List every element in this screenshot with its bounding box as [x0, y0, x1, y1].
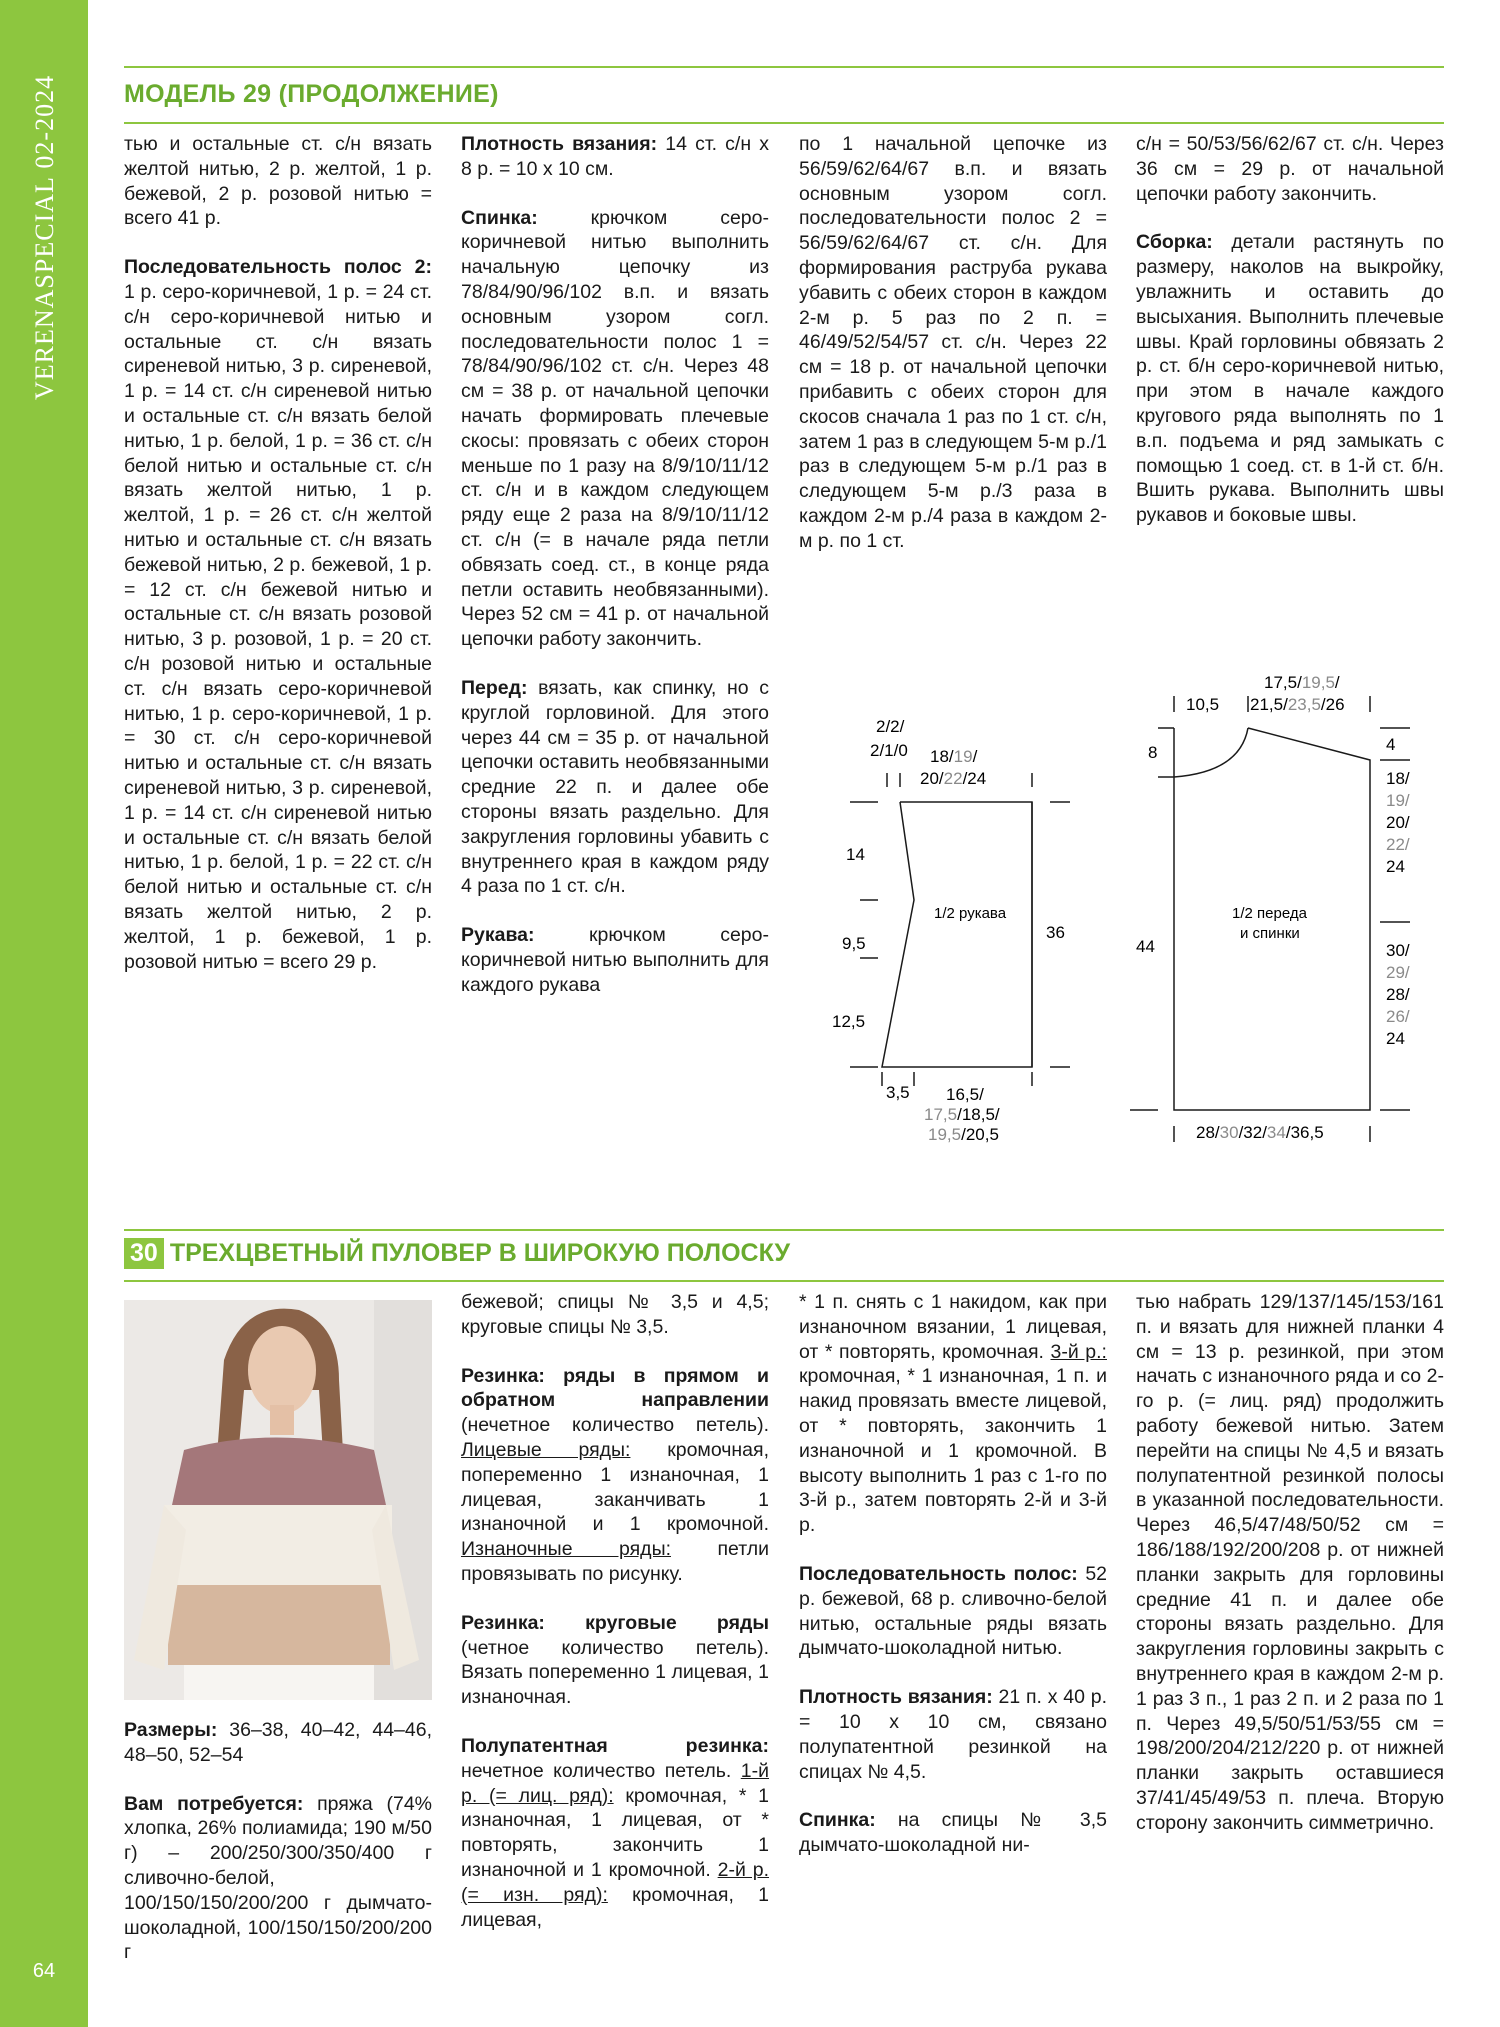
page-number: 64 [32, 1960, 56, 1982]
rib-round-paragraph: Резинка: круговые ряды (четное количество петель). Вязать попеременно 1 лицевая, 1 изнаночная. [461, 1611, 769, 1709]
half-fisherman-continued: * 1 п. снять с 1 накидом, как при изнаночном вязании, 1 лицевая, от * повторять, кромочная. 3-й р.: кромочная, * 1 изнаночная, 1 п. и накид провязать вместе лицевой, от * повторять, закончить 1 изнаночной и 1 кромочной. В высоту выполнить 1 раз с 1-го по 3-й р., затем повторять 2-й и 3-й р. [799, 1291, 1107, 1537]
body-schematic [1100, 660, 1440, 1160]
sleeve-left-bottom: 12,5 [832, 1012, 866, 1031]
side-size-2: 29/ [1386, 963, 1410, 982]
sleeve-bottom-b: 17,5/18,5/ [924, 1105, 1000, 1124]
sleeve-top-width-a: 18/19/ [930, 747, 978, 766]
model-photo [124, 1300, 432, 1700]
neckline-curve [1174, 728, 1248, 777]
sleeve-left-top: 14 [846, 845, 865, 864]
sleeves-paragraph: Рукава: крючком серо-коричневой нитью выполнить для каждого рукава [461, 924, 769, 996]
body-shoulder-drop: 4 [1386, 735, 1396, 754]
back-paragraph-2: Спинка: на спицы № 3,5 дымчато-шоколадной ни- [799, 1809, 1107, 1857]
section2-heading-rule [124, 1280, 1444, 1282]
stripe-sequence-paragraph: Последовательность полос: 52 р. бежевой, 68 р. сливочно-белой нитью, остальные ряды вязать дымчато-шоколадной нитью. [799, 1562, 1108, 1660]
back-continued: тью набрать 129/137/145/153/161 п. и вязать для нижней планки 4 см = 13 р. резинкой, при этом начать с изнаночного ряда и со 2-го р. (= лиц. ряд) продолжить работу бежевой нитью. Затем перейти на спицы № 4,5 и вязать полупатентной резинкой полосы в указанной последовательности. Через 46,5/47/48/50/52 см = 186/188/192/200/208 р. от нижней планки закрыть для горловины средние 41 п. и далее обе стороны вязать раздельно. Для закругления горловины закрыть с внутреннего края в каждом 2-м р. 1 раз 3 п., 1 раз 2 п. и 2 раза по 1 п. Через 49,5/50/51/53/55 см = 198/200/204/212/220 р. от нижней планки закрыть оставшиеся 37/41/45/49/53 п. плеча. Вторую сторону закончить симметрично. [1136, 1291, 1444, 1834]
body-shoulder-b: 21,5/23,5/26 [1250, 695, 1345, 714]
gauge-paragraph-2: Плотность вязания: 21 п. х 40 р. = 10 х 10 см, связано полупатентной резинкой на спицах № 4,5. [799, 1686, 1107, 1783]
sleeve-left-mid: 9,5 [842, 934, 866, 953]
magazine-sidebar [0, 0, 88, 2027]
side-size-3: 28/ [1386, 985, 1410, 1004]
sleeve-label: 1/2 рукава [934, 905, 1007, 922]
body-shoulder-a: 17,5/19,5/ [1264, 673, 1340, 692]
sweater-illustration [124, 1300, 432, 1700]
sleeve-bottom-left: 3,5 [886, 1083, 910, 1102]
model-number: 30 [124, 1238, 164, 1269]
armhole-size-3: 20/ [1386, 813, 1410, 832]
armhole-size-2: 19/ [1386, 791, 1410, 810]
body-bottom-width: 28/30/32/34/36,5 [1196, 1123, 1324, 1142]
side-size-5: 24 [1386, 1029, 1405, 1048]
armhole-size-4: 22/ [1386, 835, 1410, 854]
sleeves-continued: по 1 начальной цепочке из 56/59/62/64/67 в.п. и вязать основным узором согл. последовательности полос 2 = 56/59/62/64/67 ст. с/н. Для формирования раструба рукава убавить с обеих сторон в каждом 2-м р. 5 раз по 2 п. = 46/49/52/54/57 ст. с/н. Через 22 см = 18 р. от начальной цепочки прибавить с обеих сторон для скосов сначала 1 раз по 1 ст. с/н, затем 1 раз в следующем 5-м р./1 раз в следующем 5-м р./1 раз в следующем 5-м р./3 раза в каждом 2-м р./4 раза в каждом 2-м р. по 1 ст. [799, 133, 1107, 552]
side-size-1: 30/ [1386, 941, 1410, 960]
sleeves-end: с/н = 50/53/56/62/67 ст. с/н. Через 36 см = 29 р. от начальной цепочки работу закончить. [1136, 133, 1444, 205]
sleeve-top-width-b: 20/22/24 [920, 769, 987, 788]
armhole-size-1: 18/ [1386, 769, 1410, 788]
sleeve-outline [882, 802, 1032, 1067]
front-paragraph: Перед: вязать, как спинку, но с круглой горловиной. Для этого через 44 см = 35 р. от начальной цепочки оставить необвязанными средние 22 п. и далее обе стороны вязать раздельно. Для закругления горловины убавить с внутреннего края в каждом ряду 4 раза по 1 ст. с/н. [461, 676, 769, 898]
section1-heading-rule [124, 122, 1444, 124]
assembly-paragraph: Сборка: детали растянуть по размеру, наколов на выкройку, увлажнить и оставить до высыхания. Выполнить плечевые швы. Край горловины обвязать 2 р. ст. б/н серо-коричневой нитью, при этом в начале каждого кругового ряда выполнять по 1 в.п. подъема и ряд замыкать с помощью 1 соед. ст. в 1-й ст. б/н. Вшить рукава. Выполнить швы рукавов и боковые швы. [1136, 231, 1444, 527]
sleeve-schematic [820, 700, 1100, 1160]
issue-number: 02-2024 [30, 74, 59, 169]
body-neck-width: 10,5 [1186, 695, 1220, 714]
body-height: 44 [1136, 937, 1155, 956]
sizes-paragraph: Размеры: 36–38, 40–42, 44–46, 48–50, 52–54 [124, 1719, 432, 1766]
gauge-paragraph: Плотность вязания: 14 ст. с/н х 8 р. = 10 х 10 см. [461, 133, 769, 180]
section2-top-rule [124, 1229, 1444, 1231]
needles-paragraph: бежевой; спицы № 3,5 и 4,5; круговые спицы № 3,5. [461, 1291, 769, 1338]
side-size-4: 26/ [1386, 1007, 1410, 1026]
sleeve-bottom-a: 16,5/ [946, 1085, 984, 1104]
model-title: ТРЕХЦВЕТНЫЙ ПУЛОВЕР В ШИРОКУЮ ПОЛОСКУ [169, 1239, 791, 1267]
body-label-2: и спинки [1240, 925, 1300, 942]
section2-column-2 [461, 1290, 769, 1956]
section1-column-1 [124, 132, 432, 998]
sleeve-bottom-c: 19,5/20,5 [928, 1125, 999, 1144]
half-fisherman-paragraph: Полупатентная резинка: нечетное количество петель. 1-й р. (= лиц. ряд): кромочная, * 1 изнаночная, 1 лицевая, от * повторять, закончить 1 изнаночной и 1 кромочной. 2-й р. (= изн. ряд): кромочная, 1 лицевая, [461, 1734, 769, 1931]
sleeve-right: 36 [1046, 923, 1065, 942]
brand-name: VERENASPECIAL [30, 176, 59, 400]
stripe-seq-end: тью и остальные ст. с/н вязать желтой нитью, 2 р. желтой, 1 р. бежевой, 2 р. розовой нитью = всего 41 р. [124, 133, 432, 230]
stripe-seq-2: Последовательность полос 2: 1 р. серо-коричневой, 1 р. = 24 ст. с/н серо-коричневой нитью и остальные ст. с/н вязать сиреневой нитью, 3 р. сиреневой, 1 р. = 14 ст. с/н сиреневой нитью и остальные ст. с/н вязать белой нитью, 1 р. белой, 1 р. = 36 ст. с/н белой нитью и остальные ст. с/н вязать желтой нитью, 1 р. желтой, 1 р. = 26 ст. с/н желтой нитью и остальные ст. с/н вязать бежевой нитью, 2 р. бежевой, 1 р. = 12 ст. с/н бежевой нитью и остальные ст. с/н вязать розовой нитью, 3 р. розовой, 1 р. = 20 ст. с/н розовой нитью и остальные ст. с/н вязать серо-коричневой нитью, 1 р. серо-коричневой, 1 р. = 30 ст. с/н серо-коричневой нитью и остальные ст. с/н вязать сиреневой нитью, 3 р. сиреневой, 1 р. = 14 ст. с/н сиреневой нитью и остальные ст. с/н вязать белой нитью, 1 р. белой, 1 р. = 22 ст. с/н белой нитью и остальные ст. с/н вязать желтой нитью, 2 р. желтой, 1 р. бежевой, 1 р. розовой нитью = всего 29 р. [124, 256, 432, 973]
section2-column-4 [1136, 1290, 1444, 1860]
body-neck-depth: 8 [1148, 743, 1158, 762]
back-paragraph: Спинка: крючком серо-коричневой нитью выполнить начальную цепочку из 78/84/90/96/102 в.п. и вязать основным узором согл. последовательности полос 1 = 78/84/90/96/102 ст. с/н. Через 48 см = 38 р. от начальной цепочки начать формировать плечевые скосы: провязать с обеих сторон меньше по 1 разу на 8/9/10/11/12 ст. с/н и в каждом следующем ряду еще 2 раза на 8/9/10/11/12 ст. с/н (= в начале ряда петли обвязать соед. ст., в конце ряда петли оставить необвязанными). Через 52 см = 41 р. от начальной цепочки работу закончить. [461, 206, 769, 651]
section1-top-rule [124, 66, 1444, 68]
sleeve-top-left-a: 2/2/ [876, 717, 905, 736]
rib-flat-paragraph: Резинка: ряды в прямом и обратном направлении (нечетное количество петель). Лицевые ряды: кромочная, попеременно 1 изнаночная, 1 лицевая, заканчивать 1 изнаночной и 1 кромочной. Изнаночные ряды: петли провязывать по рисунку. [461, 1364, 769, 1585]
section1-column-3 [799, 132, 1107, 578]
section2-column-1 [124, 1718, 432, 1989]
materials-paragraph: Вам потребуется: пряжа (74% хлопка, 26% полиамида; 190 м/50 г) – 200/250/300/350/400 г сливочно-белой, 100/150/150/200/200 г дымчато-шоколадной, 100/150/150/200/200 г [124, 1792, 433, 1964]
section1-heading: МОДЕЛЬ 29 (ПРОДОЛЖЕНИЕ) [124, 80, 499, 108]
section2-column-3 [799, 1290, 1107, 1882]
section2-heading [124, 1238, 790, 1269]
magazine-title [10, 70, 78, 400]
section1-column-4 [1136, 132, 1444, 552]
armhole-size-5: 24 [1386, 857, 1405, 876]
sleeve-top-left-b: 2/1/0 [870, 741, 908, 760]
section1-column-2 [461, 132, 769, 1022]
body-label-1: 1/2 переда [1232, 905, 1307, 922]
